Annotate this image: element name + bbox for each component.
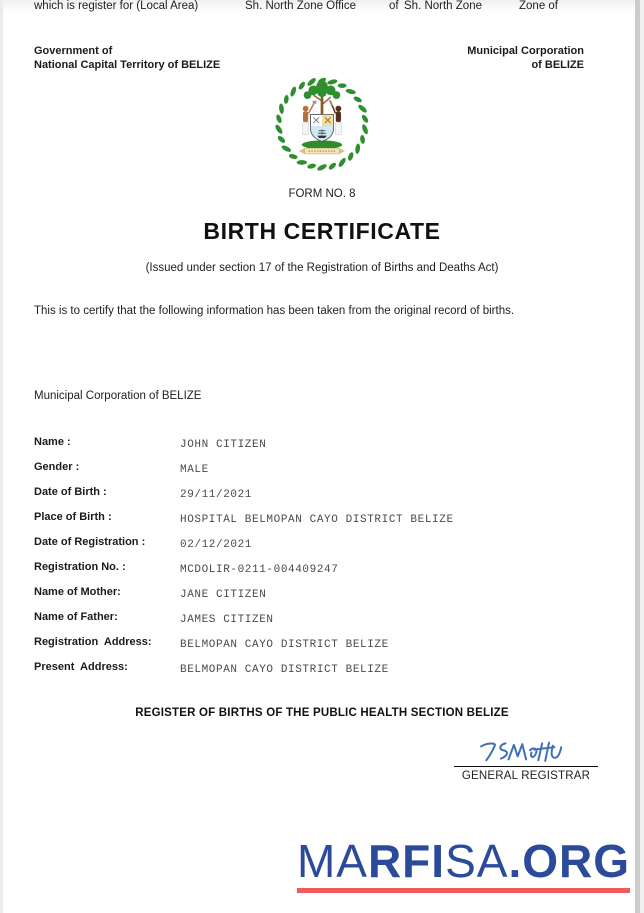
field-value: JANE CITIZEN [180, 589, 267, 601]
field-label: Place of Birth : [34, 511, 112, 523]
field-label: Present Address: [34, 661, 128, 673]
watermark-text [296, 835, 630, 887]
header-left-line1: Government of [34, 45, 113, 57]
register-zone-of-label: Zone of [519, 0, 558, 12]
register-line-prefix: which is register for (Local Area) [34, 0, 199, 12]
field-value: JOHN CITIZEN [180, 439, 267, 451]
field-row [34, 605, 624, 630]
header-left [34, 44, 220, 72]
field-row [34, 655, 624, 680]
scan-edge-left [0, 0, 3, 913]
watermark-segment: .ORG [508, 835, 630, 887]
registrar-signature-icon [478, 737, 562, 765]
municipal-line: Municipal Corporation of BELIZE [34, 390, 202, 402]
field-row [34, 430, 624, 455]
field-label: Name : [34, 436, 71, 448]
field-label: Gender : [34, 461, 80, 473]
field-label: Date of Birth : [34, 486, 107, 498]
watermark-segment: MA [296, 835, 368, 887]
field-row [34, 630, 624, 655]
header-right-line2: of BELIZE [531, 59, 584, 71]
register-zone-value: Sh. North Zone [404, 0, 482, 12]
certificate-subtitle: (Issued under section 17 of the Registration of Births and Deaths Act) [145, 262, 499, 274]
field-value: MCDOLIR-0211-004409247 [180, 564, 339, 576]
field-value: BELMOPAN CAYO DISTRICT BELIZE [180, 664, 389, 676]
watermark-underline [297, 888, 630, 893]
registrar-title: GENERAL REGISTRAR [461, 770, 591, 782]
header-right [467, 44, 584, 72]
certificate-title: BIRTH CERTIFICATE [203, 218, 441, 244]
field-label: Date of Registration : [34, 536, 146, 548]
certify-text: This is to certify that the following information has been taken from the original record of births. [34, 305, 515, 317]
belize-coat-of-arms-icon [273, 72, 371, 178]
field-row [34, 455, 624, 480]
field-label: Registration Address: [34, 636, 152, 648]
watermark-segment: SA [445, 835, 509, 887]
field-label: Name of Father: [34, 611, 118, 623]
field-row [34, 555, 624, 580]
field-value: MALE [180, 464, 209, 476]
field-value: 29/11/2021 [180, 489, 253, 501]
field-row [34, 480, 624, 505]
field-row [34, 505, 624, 530]
watermark-segment: RFI [367, 835, 446, 887]
register-of-births-heading: REGISTER OF BIRTHS OF THE PUBLIC HEALTH SECTION BELIZE [135, 707, 509, 719]
signature-line [454, 766, 598, 767]
header-left-line2: National Capital Territory of BELIZE [34, 59, 221, 71]
scan-edge-right-outer [640, 0, 644, 913]
field-row [34, 530, 624, 555]
watermark-logo [296, 835, 630, 893]
field-label: Registration No. : [34, 561, 126, 573]
fields-list [34, 430, 624, 680]
field-value: 02/12/2021 [180, 539, 253, 551]
field-value: BELMOPAN CAYO DISTRICT BELIZE [180, 639, 389, 651]
field-label: Name of Mother: [34, 586, 121, 598]
register-office-value: Sh. North Zone Office [245, 0, 357, 12]
form-number: FORM NO. 8 [288, 188, 356, 200]
header-right-line1: Municipal Corporation [467, 45, 584, 57]
field-row [34, 580, 624, 605]
register-of-label: of [389, 0, 399, 12]
field-value: HOSPITAL BELMOPAN CAYO DISTRICT BELIZE [180, 514, 454, 526]
field-value: JAMES CITIZEN [180, 614, 274, 626]
register-line [0, 0, 644, 16]
